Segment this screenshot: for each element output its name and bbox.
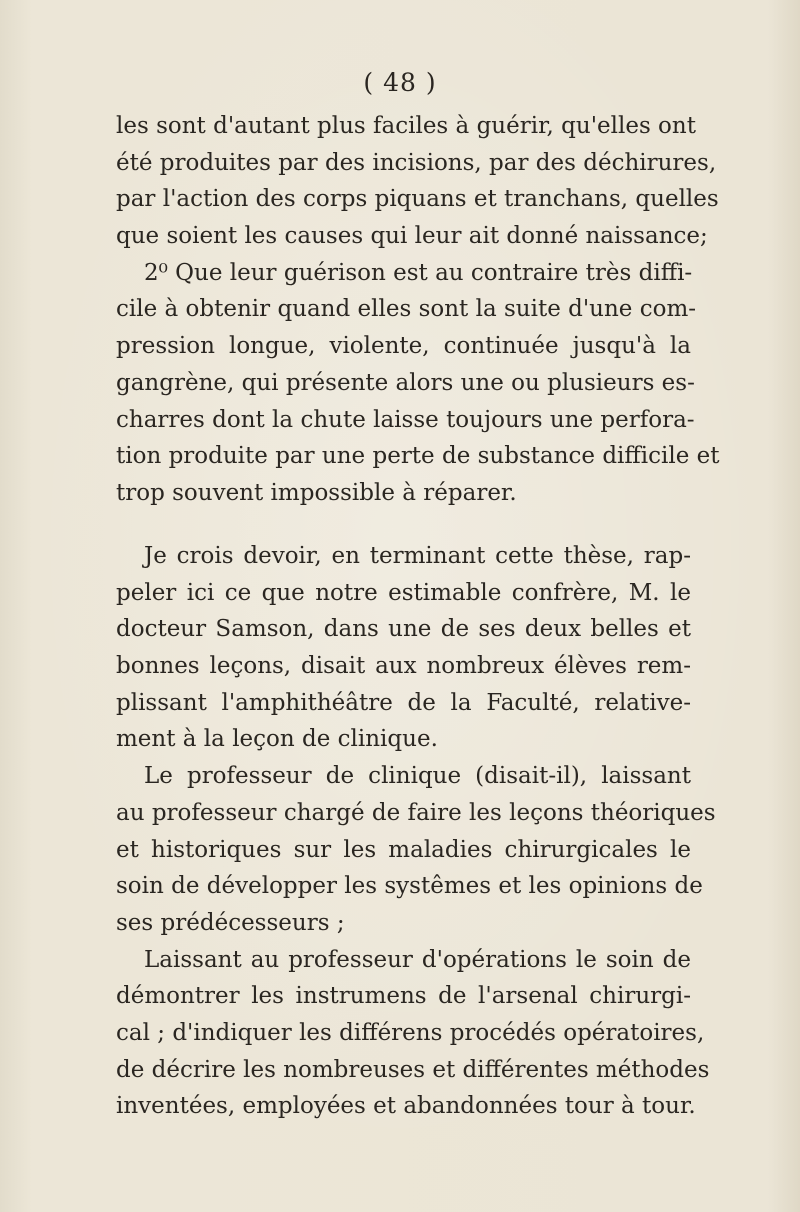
text-line: bonnes leçons, disait aux nombreux élèves rem-	[116, 653, 691, 680]
text-block-lower	[116, 538, 716, 1125]
text-block-upper	[116, 108, 720, 512]
text-line: les sont d'autant plus faciles à guérir, qu'elles ont	[116, 113, 696, 139]
text-line: docteur Samson, dans une de ses deux belles et	[116, 616, 691, 643]
text-line: que soient les causes qui leur ait donné naissance;	[116, 223, 708, 250]
text-line: plissant l'amphithéâtre de la Faculté, relative-	[116, 689, 691, 716]
text-line: Le professeur de clinique (disait-il), laissant	[144, 763, 691, 790]
text-line: cile à obtenir quand elles sont la suite d'une com-	[116, 296, 697, 323]
text-line: de décrire les nombreuses et différentes méthodes	[116, 1056, 710, 1083]
text-line: démontrer les instrumens de l'arsenal chirurgi-	[116, 983, 691, 1010]
page-number: ( 48 )	[363, 68, 437, 97]
text-line: pression longue, violente, continuée jusqu'à la	[116, 333, 691, 360]
text-line: Je crois devoir, en terminant cette thèse, rap-	[144, 543, 691, 569]
text-line: par l'action des corps piquans et tranchans, quelles	[116, 186, 719, 213]
text-line: 2⁰ Que leur guérison est au contraire très diffi-	[144, 259, 693, 286]
text-line: Laissant au professeur d'opérations le soin de	[144, 946, 691, 973]
text-line: ment à la leçon de clinique.	[116, 726, 438, 753]
text-line: été produites par des incisions, par des déchirures,	[116, 149, 717, 176]
text-line: trop souvent impossible à réparer.	[116, 479, 517, 506]
text-line: ses prédécesseurs ;	[116, 909, 345, 936]
text-line: inventées, employées et abandonnées tour à tour.	[116, 1093, 696, 1120]
text-line: et historiques sur les maladies chirurgicales le	[116, 836, 691, 863]
text-line: tion produite par une perte de substance difficile et	[116, 443, 720, 470]
text-line: gangrène, qui présente alors une ou plusieurs es-	[116, 369, 695, 396]
text-line: peler ici ce que notre estimable confrère, M. le	[116, 579, 691, 606]
text-line: soin de développer les systêmes et les opinions de	[116, 873, 703, 900]
text-line: charres dont la chute laisse toujours une perfora-	[116, 406, 695, 433]
text-line: au professeur chargé de faire les leçons théoriques	[116, 799, 716, 826]
text-line: cal ; d'indiquer les différens procédés opératoires,	[116, 1019, 705, 1046]
